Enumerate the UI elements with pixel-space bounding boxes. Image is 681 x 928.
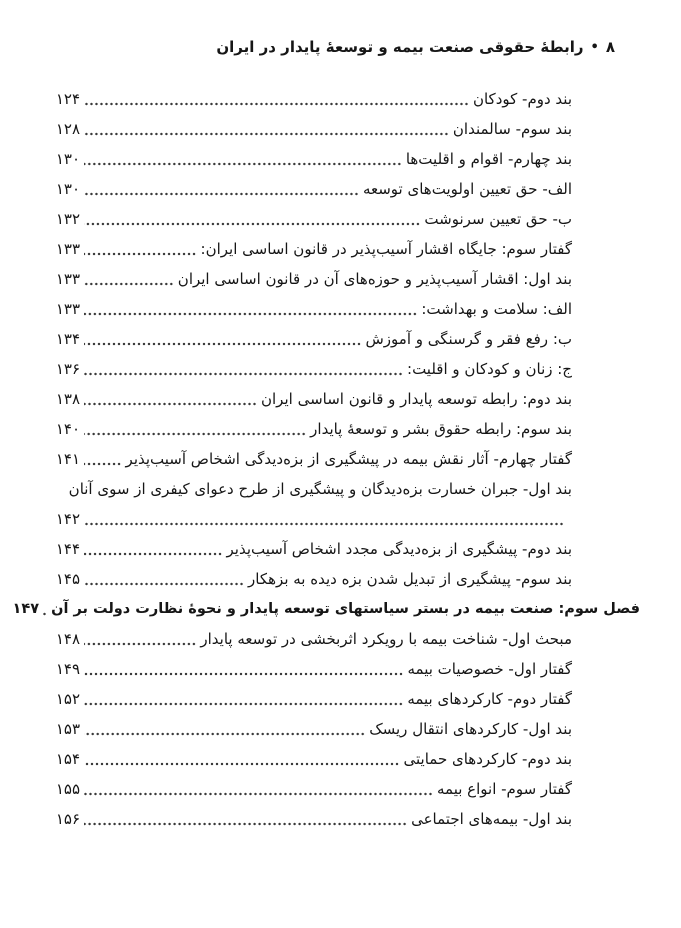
toc-entry-label: گفتار سوم: جایگاه اقشار آسیب‌پذیر در قانون اساسی ایران:	[200, 240, 572, 258]
dot-leader	[84, 624, 196, 654]
toc-entry-label: بند دوم- پیشگیری از بزه‌دیدگی مجدد اشخاص آسیب‌پذیر	[226, 540, 572, 558]
toc-entry-row	[40, 324, 640, 354]
dot-leader	[84, 534, 223, 564]
toc-entry-row	[40, 654, 640, 684]
toc-entry-label: مبحث اول- شناخت بیمه با رویکرد اثربخشی در توسعه پایدار	[200, 630, 572, 648]
toc-entry-label: بند اول: اقشار آسیب‌پذیر و حوزه‌های آن در قانون اساسی ایران	[177, 270, 572, 288]
toc-entry-label: گفتار دوم- کارکردهای بیمه	[407, 690, 572, 708]
dot-leader	[84, 174, 359, 204]
toc-entry-row	[40, 204, 640, 234]
dot-leader	[84, 414, 306, 444]
toc-entry-page-number: ۱۵۲	[55, 690, 80, 708]
toc-entry-label: بند دوم- کودکان	[472, 90, 572, 108]
dot-leader	[84, 384, 257, 414]
dot-leader	[84, 804, 407, 834]
toc-entry-row	[40, 144, 640, 174]
dot-leader	[84, 444, 122, 474]
toc-entry-page-number: ۱۲۴	[55, 90, 80, 108]
toc-entry-label: ب- حق تعیین سرنوشت	[424, 210, 572, 228]
toc-entry-row	[40, 474, 640, 504]
toc-entry-page-number: ۱۲۸	[55, 120, 80, 138]
toc-entry-page-number: ۱۳۴	[55, 330, 80, 348]
toc-entry-row	[40, 714, 640, 744]
toc-entry-row	[40, 564, 640, 594]
dot-leader	[84, 264, 174, 294]
toc-entry-row	[40, 744, 640, 774]
toc-entry-row	[40, 804, 640, 834]
toc-entry-page-number: ۱۳۸	[55, 390, 80, 408]
dot-leader	[84, 654, 404, 684]
toc-list	[12, 84, 640, 834]
dot-leader	[84, 84, 469, 114]
toc-entry-page-number: ۱۴۱	[55, 450, 80, 468]
toc-entry-label: بند اول- بیمه‌های اجتماعی	[411, 810, 572, 828]
toc-entry-label: الف- حق تعیین اولویت‌های توسعه	[362, 180, 572, 198]
toc-entry-label: ب: رفع فقر و گرسنگی و آموزش	[365, 330, 572, 348]
toc-entry-row	[40, 444, 640, 474]
toc-entry-label: گفتار سوم- انواع بیمه	[436, 780, 572, 798]
toc-entry-label: گفتار اول- خصوصیات بیمه	[407, 660, 572, 678]
dot-leader	[84, 714, 365, 744]
toc-entry-row	[12, 594, 640, 624]
toc-entry-page-number: ۱۴۲	[55, 510, 80, 528]
dot-leader	[84, 114, 449, 144]
toc-entry-page-number: ۱۳۲	[55, 210, 80, 228]
toc-entry-label: ج: زنان و کودکان و اقلیت:	[407, 360, 572, 378]
toc-entry-label: گفتار چهارم- آثار نقش بیمه در پیشگیری از بزه‌دیدگی اشخاص آسیب‌پذیر	[125, 450, 572, 468]
dot-leader	[84, 504, 564, 534]
toc-entry-row	[40, 414, 640, 444]
dot-leader	[84, 294, 417, 324]
toc-entry-page-number: ۱۳۳	[55, 240, 80, 258]
dot-leader	[84, 564, 244, 594]
dot-leader	[84, 744, 400, 774]
toc-entry-page-number: ۱۳۳	[55, 270, 80, 288]
toc-entry-page-number: ۱۴۷	[12, 601, 40, 617]
toc-entry-row	[40, 84, 640, 114]
toc-entry-row	[40, 624, 640, 654]
toc-entry-row	[40, 384, 640, 414]
toc-entry-label: الف: سلامت و بهداشت:	[421, 300, 572, 318]
toc-entry-page-number: ۱۳۰	[55, 150, 80, 168]
header-bullet-icon: •	[590, 40, 599, 55]
toc-entry-label: بند اول- جبران خسارت بزه‌دیدگان و پیشگیری از طرح دعوای کیفری از سوی آنان	[68, 480, 572, 498]
dot-leader	[84, 234, 197, 264]
toc-entry-label: بند چهارم- اقوام و اقلیت‌ها	[405, 150, 572, 168]
toc-entry-page-number: ۱۴۸	[55, 630, 80, 648]
toc-entry-page-number: ۱۴۹	[55, 660, 80, 678]
header-book-title: رابطهٔ حقوقی صنعت بیمه و توسعهٔ پایدار در ایران	[216, 38, 584, 56]
toc-entry-page-number: ۱۳۳	[55, 300, 80, 318]
toc-entry-row	[40, 534, 640, 564]
toc-entry-row	[40, 684, 640, 714]
dot-leader	[84, 684, 403, 714]
toc-entry-label: بند سوم- پیشگیری از تبدیل شدن بزه دیده به بزهکار	[248, 570, 572, 588]
toc-entry-page-number: ۱۴۴	[55, 540, 80, 558]
running-header	[40, 34, 615, 62]
toc-entry-label: بند سوم- سالمندان	[452, 120, 572, 138]
toc-entry-page-number: ۱۴۵	[55, 570, 80, 588]
toc-entry-row	[40, 354, 640, 384]
toc-entry-row	[40, 774, 640, 804]
dot-leader	[84, 774, 433, 804]
toc-entry-page-number: ۱۳۰	[55, 180, 80, 198]
toc-entry-page-number: ۱۵۴	[55, 750, 80, 768]
toc-entry-label: بند سوم: رابطه حقوق بشر و توسعهٔ پایدار	[310, 420, 572, 438]
toc-entry-page-number: ۱۵۵	[55, 780, 80, 798]
dot-leader	[84, 144, 402, 174]
toc-entry-row	[40, 234, 640, 264]
toc-entry-row	[40, 294, 640, 324]
toc-entry-label: بند دوم: رابطه توسعه پایدار و قانون اساسی ایران	[261, 390, 572, 408]
dot-leader	[43, 594, 47, 624]
dot-leader	[84, 354, 403, 384]
toc-entry-row	[40, 504, 640, 534]
toc-entry-label: فصل سوم: صنعت بیمه در بستر سیاستهای توسعه پایدار و نحوهٔ نظارت دولت بر آن	[51, 601, 640, 617]
toc-entry-page-number: ۱۵۶	[55, 810, 80, 828]
toc-entry-page-number: ۱۳۶	[55, 360, 80, 378]
toc-entry-row	[40, 114, 640, 144]
toc-entry-page-number: ۱۵۳	[55, 720, 80, 738]
dot-leader	[84, 324, 361, 354]
toc-entry-label: بند دوم- کارکردهای حمایتی	[403, 750, 572, 768]
toc-entry-row	[40, 264, 640, 294]
dot-leader	[84, 204, 420, 234]
toc-entry-page-number: ۱۴۰	[55, 420, 80, 438]
toc-entry-label: بند اول- کارکردهای انتقال ریسک	[369, 720, 572, 738]
header-page-number: ۸	[605, 38, 615, 56]
toc-entry-row	[40, 174, 640, 204]
